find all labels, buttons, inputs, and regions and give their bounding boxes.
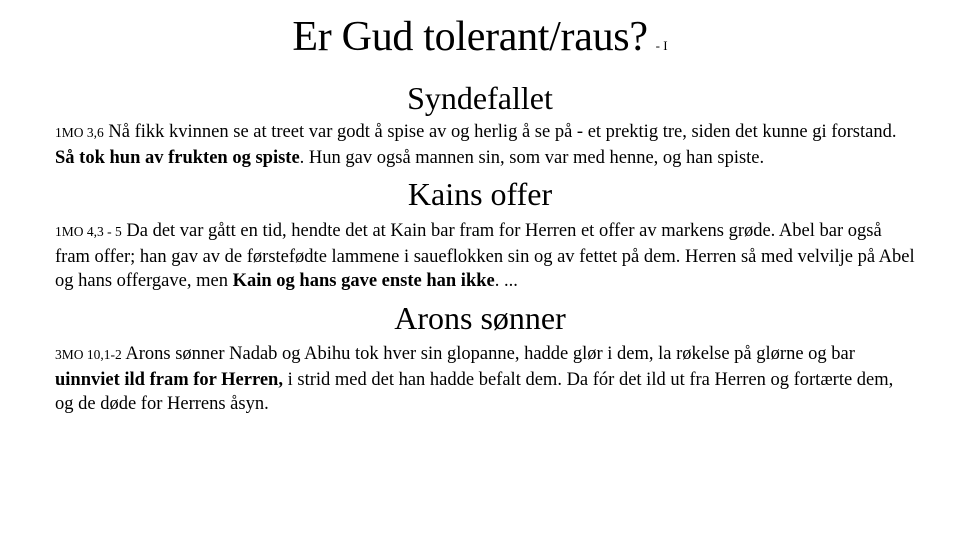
text-run: Arons sønner Nadab og Abihu tok hver sin glopanne, hadde glør i dem, la røkelse på glørne og bar xyxy=(121,344,855,364)
text-run: Da det var gått en tid, hendte det at Kain bar fram for Herren et offer av markens grøde. Abel bar også fram offer; han gav av de førstefødte lammene i saueflokken sin og av fettet på dem. Herren så med velvilje på Abel og hans offergave, men xyxy=(55,221,915,291)
text-run-bold: Så tok hun av frukten og spiste xyxy=(55,147,300,168)
slide-title: Er Gud tolerant/raus? xyxy=(292,14,648,60)
bible-reference: 1MO 4,3 - 5 xyxy=(55,224,122,239)
section-paragraph-syndefallet xyxy=(55,120,915,170)
title-suffix: - I xyxy=(655,38,668,54)
title-row xyxy=(0,12,960,62)
section-heading-kains-offer: Kains offer xyxy=(407,176,553,212)
text-run: . ... xyxy=(494,271,518,291)
section-heading-syndefallet: Syndefallet xyxy=(407,80,553,116)
section-paragraph-arons-sonner xyxy=(55,342,915,417)
bible-reference: 1MO 3,6 xyxy=(55,125,104,140)
text-run: Nå fikk kvinnen se at treet var godt å spise av og herlig å se på - et prektig tre, siden det kunne gi forstand. xyxy=(103,122,897,142)
section-heading-arons-sonner: Arons sønner xyxy=(394,300,566,336)
text-run: . Hun gav også mannen sin, som var med henne, og han spiste. xyxy=(299,147,765,168)
text-run-bold: uinnviet ild fram for Herren, xyxy=(55,369,283,390)
text-run: i strid med det han hadde befalt dem. Da fór det ild ut fra Herren og fortærte dem, og de døde for Herrens åsyn. xyxy=(55,369,894,414)
bible-reference: 3MO 10,1-2 xyxy=(55,347,122,362)
text-run-bold: Kain og hans gave enste han ikke xyxy=(232,271,495,291)
section-paragraph-kains-offer xyxy=(55,219,915,294)
